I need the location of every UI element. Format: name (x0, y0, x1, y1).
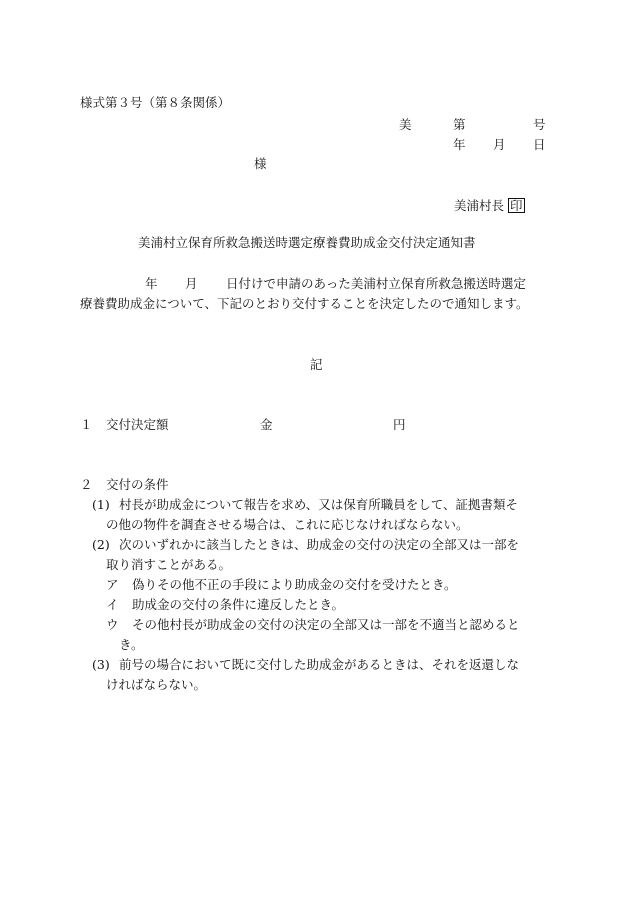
section1-yen: 円 (393, 417, 406, 432)
item3-line1: 前号の場合において既に交付した助成金があるときは、それを返還しな (119, 657, 520, 672)
sub-u-kana: ウ (106, 617, 119, 632)
sub-a-text: 偽りその他不正の手段により助成金の交付を受けたとき。 (132, 577, 457, 592)
item3-number: (3) (92, 657, 110, 672)
item2-line2: 取り消すことがある。 (106, 557, 232, 572)
sender-name: 美浦村長 (454, 198, 505, 213)
item2-number: (2) (92, 537, 110, 552)
sub-i-text: 助成金の交付の条件に違反したとき。 (132, 597, 345, 612)
intro-line2: 療養費助成金について、下記のとおり交付することを決定したので通知します。 (80, 296, 529, 311)
section1-label: 交付決定額 (106, 417, 169, 432)
date-month: 月 (493, 137, 506, 152)
section1-kin: 金 (260, 417, 273, 432)
item1-line2: の他の物件を調査させる場合は、これに応じなければならない。 (106, 517, 469, 532)
item1-line1: 村長が助成金について報告を求め、又は保育所職員をして、証拠書類そ (119, 497, 519, 512)
doc-number-dai: 第 (453, 117, 466, 132)
sub-a-kana: ア (106, 577, 119, 592)
sub-u-line2: き。 (119, 637, 144, 652)
form-number: 様式第３号（第８条関係） (80, 95, 231, 110)
addressee-suffix: 様 (254, 156, 267, 171)
sender (454, 198, 525, 213)
section2-label: 交付の条件 (106, 477, 169, 492)
item3-line2: ければならない。 (106, 677, 207, 692)
document-title: 美浦村立保育所救急搬送時選定療養費助成金交付決定通知書 (138, 235, 476, 250)
intro-line1: 日付けで申請のあった美浦村立保育所救急搬送時選定 (226, 276, 526, 291)
doc-number-go: 号 (533, 117, 546, 132)
item1-number: (1) (92, 497, 110, 512)
intro-month: 月 (185, 276, 198, 291)
sub-u-line1: その他村長が助成金の交付の決定の全部又は一部を不適当と認めると (132, 617, 520, 632)
ki-heading: 記 (310, 357, 323, 372)
date-day: 日 (533, 137, 546, 152)
sub-i-kana: イ (106, 597, 119, 612)
intro-year: 年 (145, 276, 158, 291)
section1-number: １ (80, 417, 93, 432)
date-year: 年 (453, 137, 466, 152)
section2-number: ２ (80, 477, 93, 492)
item2-line1: 次のいずれかに該当したときは、助成金の交付の決定の全部又は一部を (119, 537, 520, 552)
doc-number-prefix: 美 (399, 117, 412, 132)
seal-mark: 印 (510, 198, 523, 213)
